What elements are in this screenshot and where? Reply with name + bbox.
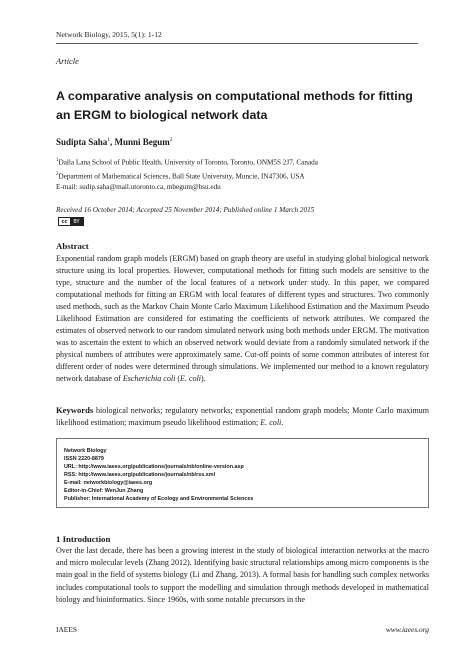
abstract-text-main: Exponential random graph models (ERGM) based on graph theory are useful in studying global biological network structure using its local properties. However, computational methods for fitting such models are sensitive to the type, structure and the number of the local features of a network under study. In this paper, we compared computational methods for fitting an ERGM with local features of different types and structures. Two commonly used methods, such as the Markov Chain Monte Carlo Maximum Likelihood Estimation and the Maximum Pseudo Likelihood Estimation are considered for estimating the coefficients of network attributes. We compared the estimates of observed network to our random simulated network using both methods under ERGM. The motivation was to ascertain the extent to which an observed network would deviate from a randomly simulated network if the physical numbers of attributes were approximately same. Cut-off points of some common attributes of interest for different order of nodes were determined through simulations. We implemented our method to a known regulatory network database of — [56, 254, 429, 383]
journal-info-url[interactable]: URL: http://www.iaees.org/publications/journals/nb/online-version.asp — [64, 464, 244, 470]
abstract-text-end: ). — [201, 374, 206, 383]
journal-info-publisher: Publisher: International Academy of Ecology and Environmental Sciences — [64, 496, 254, 502]
keywords-label: Keywords — [56, 405, 94, 415]
affil-number: 2 — [56, 171, 59, 177]
journal-info-email[interactable]: E-mail: networkbiology@iaees.org — [64, 480, 153, 486]
abstract-species-abbrev: E. coli — [180, 374, 202, 383]
publication-dates: Received 16 October 2014; Accepted 25 November 2014; Published online 1 March 2015 — [56, 206, 315, 214]
author-name: Munni Begum — [114, 137, 170, 147]
cc-license-badge[interactable] — [58, 217, 84, 226]
keywords-text: biological networks; regulatory networks; exponential random graph models; Monte Carlo maximum likelihood estimation; maximum pseudo likelihood estimation; — [56, 406, 429, 427]
affiliation-line — [56, 155, 426, 169]
footer-website[interactable]: www.iaees.org — [385, 625, 429, 634]
cc-icon: cc — [59, 218, 70, 225]
by-icon: BY — [70, 218, 83, 225]
introduction-text: Over the last decade, there has been a growing interest in the study of biological interaction networks at the macro and micro molecular levels (Zhang 2012). Identifying basic structural relationships among micro components is the main goal in the field of systems biology (Li and Zhang, 2013). A formal basis for handling such complex networks includes computational tools to support the modelling and simulation through methods developed in mathematical biology and bioinformatics. Since 1960s, with some notable precursors in the — [56, 546, 429, 604]
author-separator: , — [110, 137, 115, 147]
running-header — [56, 30, 418, 44]
affiliation-line — [56, 169, 426, 183]
abstract-text-paren: ( — [175, 374, 181, 383]
abstract-text — [56, 253, 429, 385]
abstract-species: Escherichia coli — [122, 374, 176, 383]
journal-citation: Network Biology, 2015, 5(1): 1-12 — [56, 30, 162, 39]
affil-text: Department of Mathematical Sciences, Ball State University, Muncie, IN47306, USA — [58, 171, 305, 180]
author-list — [56, 137, 173, 147]
abstract-heading: Abstract — [56, 241, 89, 251]
affil-number: 1 — [56, 158, 59, 163]
keywords-italic: E. coli — [260, 418, 282, 427]
journal-info-name: Network Biology — [64, 448, 107, 454]
keywords — [56, 404, 429, 429]
affil-text: Dalla Lana School of Public Health, University of Toronto, Toronto, ONM5S 2J7, Canada — [58, 158, 318, 167]
affiliations — [56, 155, 426, 193]
email-line: E-mail: sudip.saha@mail.utoronto.ca, mbegum@bsu.edu — [56, 183, 221, 192]
journal-info-editor: Editor-in-Chief: WenJun Zhang — [64, 488, 144, 494]
article-type-label: Article — [56, 57, 79, 66]
author-affil-mark: 1 — [107, 137, 111, 143]
journal-info-rss[interactable]: RSS: http://www.iaees.org/publications/journals/nb/rss.xml — [64, 472, 216, 478]
introduction-heading: 1 Introduction — [56, 534, 111, 544]
author-name: Sudipta Saha — [56, 137, 108, 147]
journal-info-box — [56, 438, 429, 508]
journal-info-issn: ISSN 2220-8879 — [64, 456, 104, 462]
paper-title: A comparative analysis on computational methods for fitting an ERGM to biological network data — [56, 89, 413, 122]
author-affil-mark: 2 — [169, 137, 173, 143]
footer-publisher: IAEES — [56, 625, 77, 634]
keywords-end: . — [281, 418, 284, 427]
